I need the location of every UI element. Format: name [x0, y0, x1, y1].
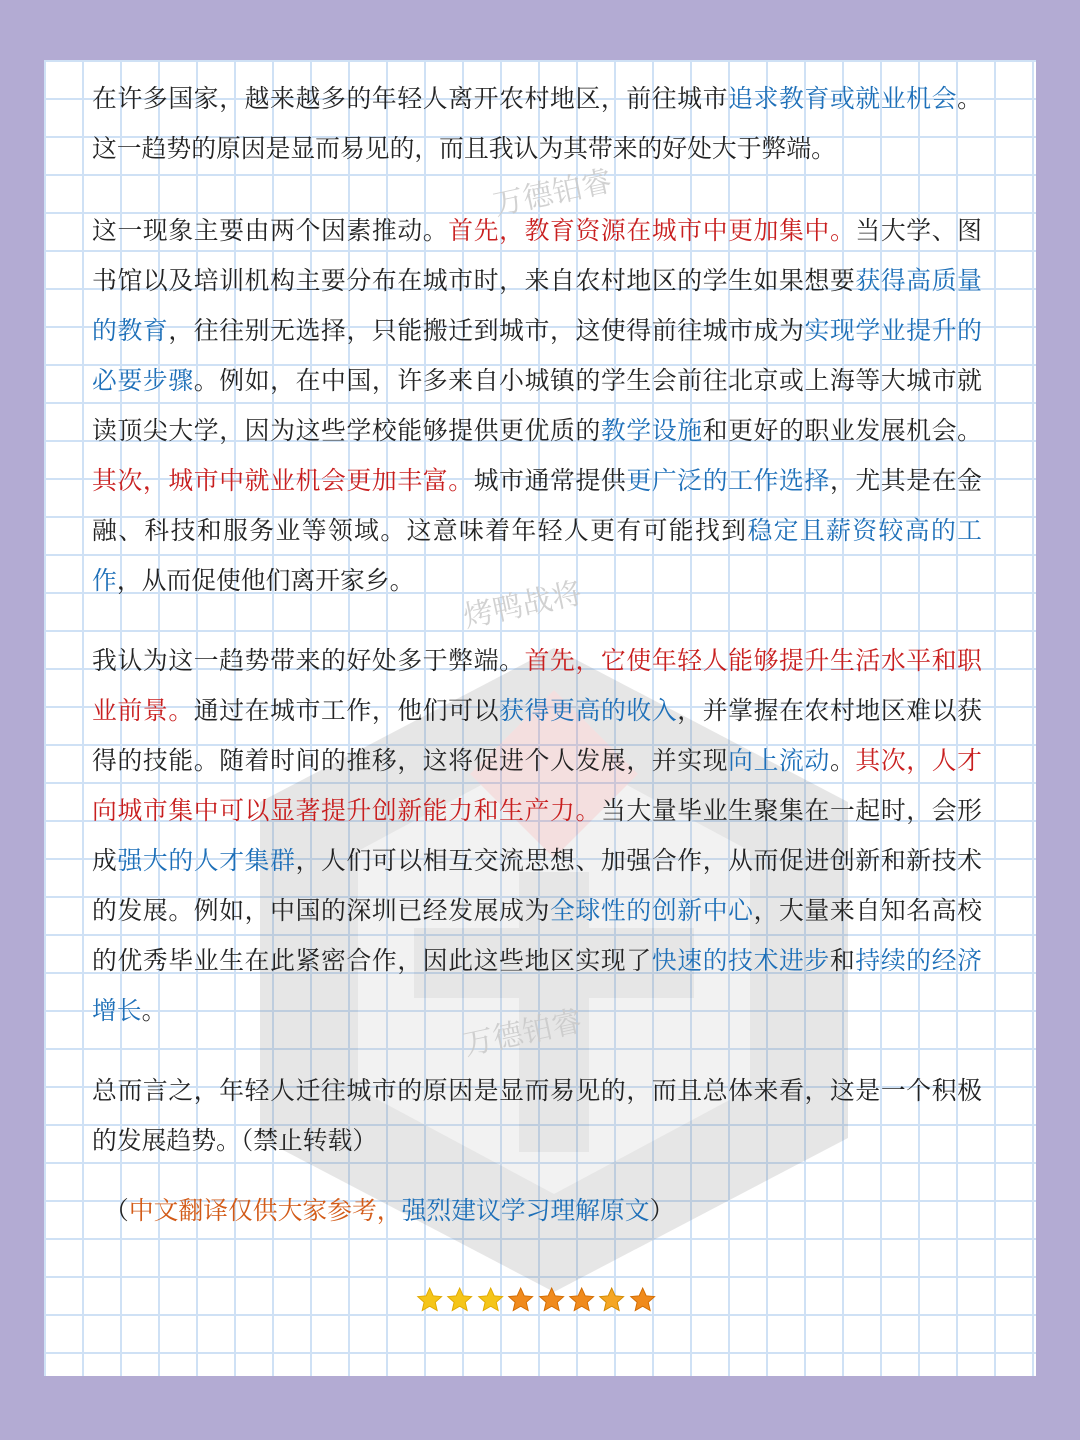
highlight-blue: 教学设施 — [600, 416, 703, 445]
highlight-blue: 更广泛的工作选择 — [626, 466, 830, 495]
star-icon — [416, 1285, 443, 1315]
highlight-blue: 向上流动 — [728, 746, 830, 775]
highlight-red: 其次，城市中就业机会更加丰富。 — [92, 466, 474, 495]
highlight-red: 首先，它使年轻人能够提升生活水平和职业前景。 — [92, 646, 982, 725]
highlight-blue: 获得更高的收入 — [499, 696, 678, 725]
watermark-text: 烤鸭战将 — [460, 575, 586, 636]
star-icon — [477, 1285, 504, 1315]
highlight-blue: 获得高质量的教育 — [92, 266, 982, 345]
star-rating — [416, 1285, 656, 1319]
highlight-blue: 追求教育或就业机会 — [728, 84, 958, 113]
star-icon — [507, 1285, 534, 1315]
paragraph-intro: 在许多国家，越来越多的年轻人离开农村地区，前往城市追求教育或就业机会。这一趋势的原因是显而易见的，而且我认为其带来的好处大于弊端。 — [92, 84, 982, 163]
watermark-text: 万德铂睿 — [490, 163, 616, 224]
translation-note: （中文翻译仅供大家参考，强烈建议学习理解原文） — [104, 1196, 675, 1225]
watermark-text: 万德铂睿 — [460, 1003, 586, 1064]
paragraph-causes: 这一现象主要由两个因素推动。首先，教育资源在城市中更加集中。当大学、图书馆以及培训机构主要分布在城市时，来自农村地区的学生如果想要获得高质量的教育，往往别无选择，只能搬迁到城市，这使得前往城市成为实现学业提升的必要步骤。例如，在中国，许多来自小城镇的学生会前往北京或上海等大城市就读顶尖大学，因为这些学校能够提供更优质的教学设施和更好的职业发展机会。其次，城市中就业机会更加丰富。城市通常提供更广泛的工作选择，尤其是在金融、科技和服务业等领域。这意味着年轻人更有可能找到稳定且薪资较高的工作，从而促使他们离开家乡。 — [92, 216, 982, 595]
document-card — [44, 60, 1036, 1376]
paragraph-conclusion: 总而言之，年轻人迁往城市的原因是显而易见的，而且总体来看，这是一个积极的发展趋势。（禁止转载） — [92, 1076, 982, 1155]
star-icon — [446, 1285, 473, 1315]
highlight-blue: 全球性的创新中心 — [550, 896, 754, 925]
highlight-blue: 持续的经济增长 — [92, 946, 982, 1025]
star-icon — [629, 1285, 656, 1315]
highlight-red: 其次，人才向城市集中可以显著提升创新能力和生产力。 — [92, 746, 982, 825]
note-orange: 中文翻译仅供大家参考， — [128, 1196, 402, 1225]
highlight-blue: 强大的人才集群 — [117, 846, 296, 875]
star-icon — [538, 1285, 565, 1315]
star-icon — [568, 1285, 595, 1315]
highlight-blue: 快速的技术进步 — [651, 946, 830, 975]
star-icon — [598, 1285, 625, 1315]
no-repost-notice: （禁止转载） — [240, 1126, 378, 1155]
essay-body — [92, 74, 982, 1236]
highlight-blue: 实现学业提升的必要步骤 — [92, 316, 982, 395]
highlight-blue: 稳定且薪资较高的工作 — [92, 516, 982, 595]
note-blue: 强烈建议学习理解原文 — [401, 1196, 650, 1225]
highlight-red: 首先，教育资源在城市中更加集中。 — [448, 216, 856, 245]
paragraph-benefits: 我认为这一趋势带来的好处多于弊端。首先，它使年轻人能够提升生活水平和职业前景。通过在城市工作，他们可以获得更高的收入，并掌握在农村地区难以获得的技能。随着时间的推移，这将促进个人发展，并实现向上流动。其次，人才向城市集中可以显著提升创新能力和生产力。当大量毕业生聚集在一起时，会形成强大的人才集群，人们可以相互交流思想、加强合作，从而促进创新和新技术的发展。例如，中国的深圳已经发展成为全球性的创新中心，大量来自知名高校的优秀毕业生在此紧密合作，因此这些地区实现了快速的技术进步和持续的经济增长。 — [92, 646, 982, 1025]
